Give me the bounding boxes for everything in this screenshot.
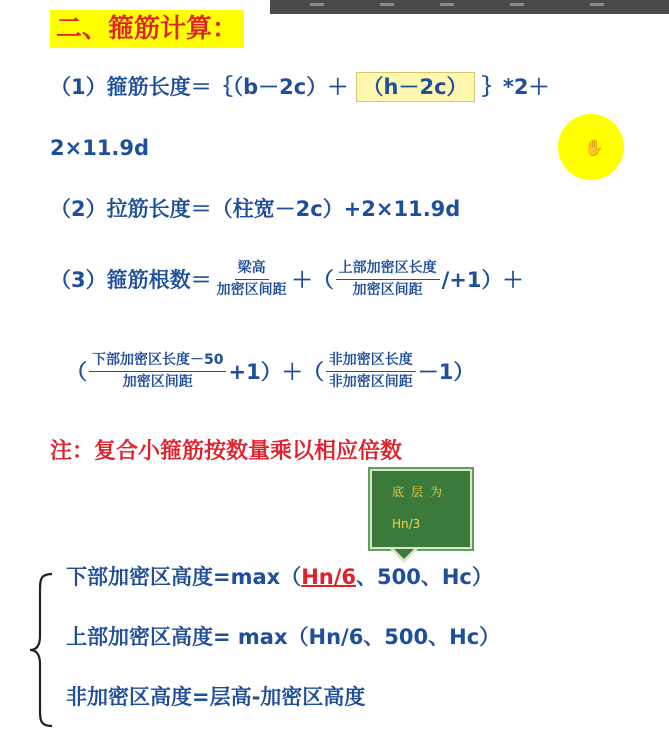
hand-cursor-icon: ✋ bbox=[584, 138, 604, 157]
curly-brace-icon bbox=[28, 570, 58, 730]
fraction bbox=[214, 260, 290, 299]
fraction-numerator: 梁高 bbox=[235, 260, 269, 280]
height-text: 下部加密区高度=max（ bbox=[66, 565, 302, 589]
formula-stirrup-length bbox=[50, 72, 549, 102]
fraction-numerator: 上部加密区长度 bbox=[336, 260, 440, 280]
formula-stirrup-count-cont bbox=[66, 352, 474, 391]
toolbar-icon bbox=[590, 3, 604, 6]
formula-text: +1）＋（ bbox=[228, 359, 324, 384]
fraction-numerator: 非加密区长度 bbox=[326, 352, 416, 372]
height-text: 、500、Hc） bbox=[356, 565, 493, 589]
hn-term: Hn/6 bbox=[301, 565, 357, 589]
callout-tail-inner bbox=[394, 549, 414, 559]
fraction-numerator: 下部加密区长度－50 bbox=[89, 352, 226, 372]
fraction bbox=[89, 352, 226, 391]
fraction-denominator: 加密区间距 bbox=[216, 282, 287, 298]
pointer-highlight bbox=[558, 114, 624, 180]
formula-text: （3）箍筋根数＝ bbox=[50, 267, 212, 292]
callout-box bbox=[370, 469, 472, 549]
toolbar-icon bbox=[380, 3, 394, 6]
formula-text: （ bbox=[66, 359, 87, 384]
fraction bbox=[326, 352, 416, 391]
fraction bbox=[336, 260, 440, 299]
callout-line2: Hn/3 bbox=[392, 517, 421, 531]
formula-text: ＋（ bbox=[291, 267, 334, 292]
callout-line1: 底层为 bbox=[392, 485, 450, 499]
height-lower-dense bbox=[66, 562, 493, 592]
toolbar-icon bbox=[440, 3, 454, 6]
formula-text: （1）箍筋长度＝｛（b－2c）＋ bbox=[50, 75, 349, 99]
formula-text: －1） bbox=[417, 359, 475, 384]
note-text: 注：复合小箍筋按数量乘以相应倍数 bbox=[50, 439, 403, 464]
toolbar-icon bbox=[310, 3, 324, 6]
fraction-denominator: 加密区间距 bbox=[352, 282, 423, 298]
fraction-denominator: 非加密区间距 bbox=[328, 374, 413, 390]
formula-tie-length: （2）拉筋长度＝（柱宽－2c）+2×11.9d bbox=[50, 197, 461, 221]
formula-text: ｝*2＋ bbox=[481, 75, 550, 99]
formula-stirrup-length-cont: 2×11.9d bbox=[50, 136, 150, 160]
section-title: 二、箍筋计算： bbox=[50, 10, 244, 48]
height-non-dense: 非加密区高度=层高-加密区高度 bbox=[66, 685, 366, 709]
formula-text: /+1）＋ bbox=[441, 267, 524, 292]
highlighted-term: （h－2c） bbox=[356, 72, 475, 102]
toolbar-icon bbox=[510, 3, 524, 6]
height-upper-dense: 上部加密区高度= max（Hn/6、500、Hc） bbox=[66, 625, 501, 649]
formula-stirrup-count bbox=[50, 260, 524, 299]
video-toolbar bbox=[270, 0, 669, 14]
fraction-denominator: 加密区间距 bbox=[122, 374, 193, 390]
